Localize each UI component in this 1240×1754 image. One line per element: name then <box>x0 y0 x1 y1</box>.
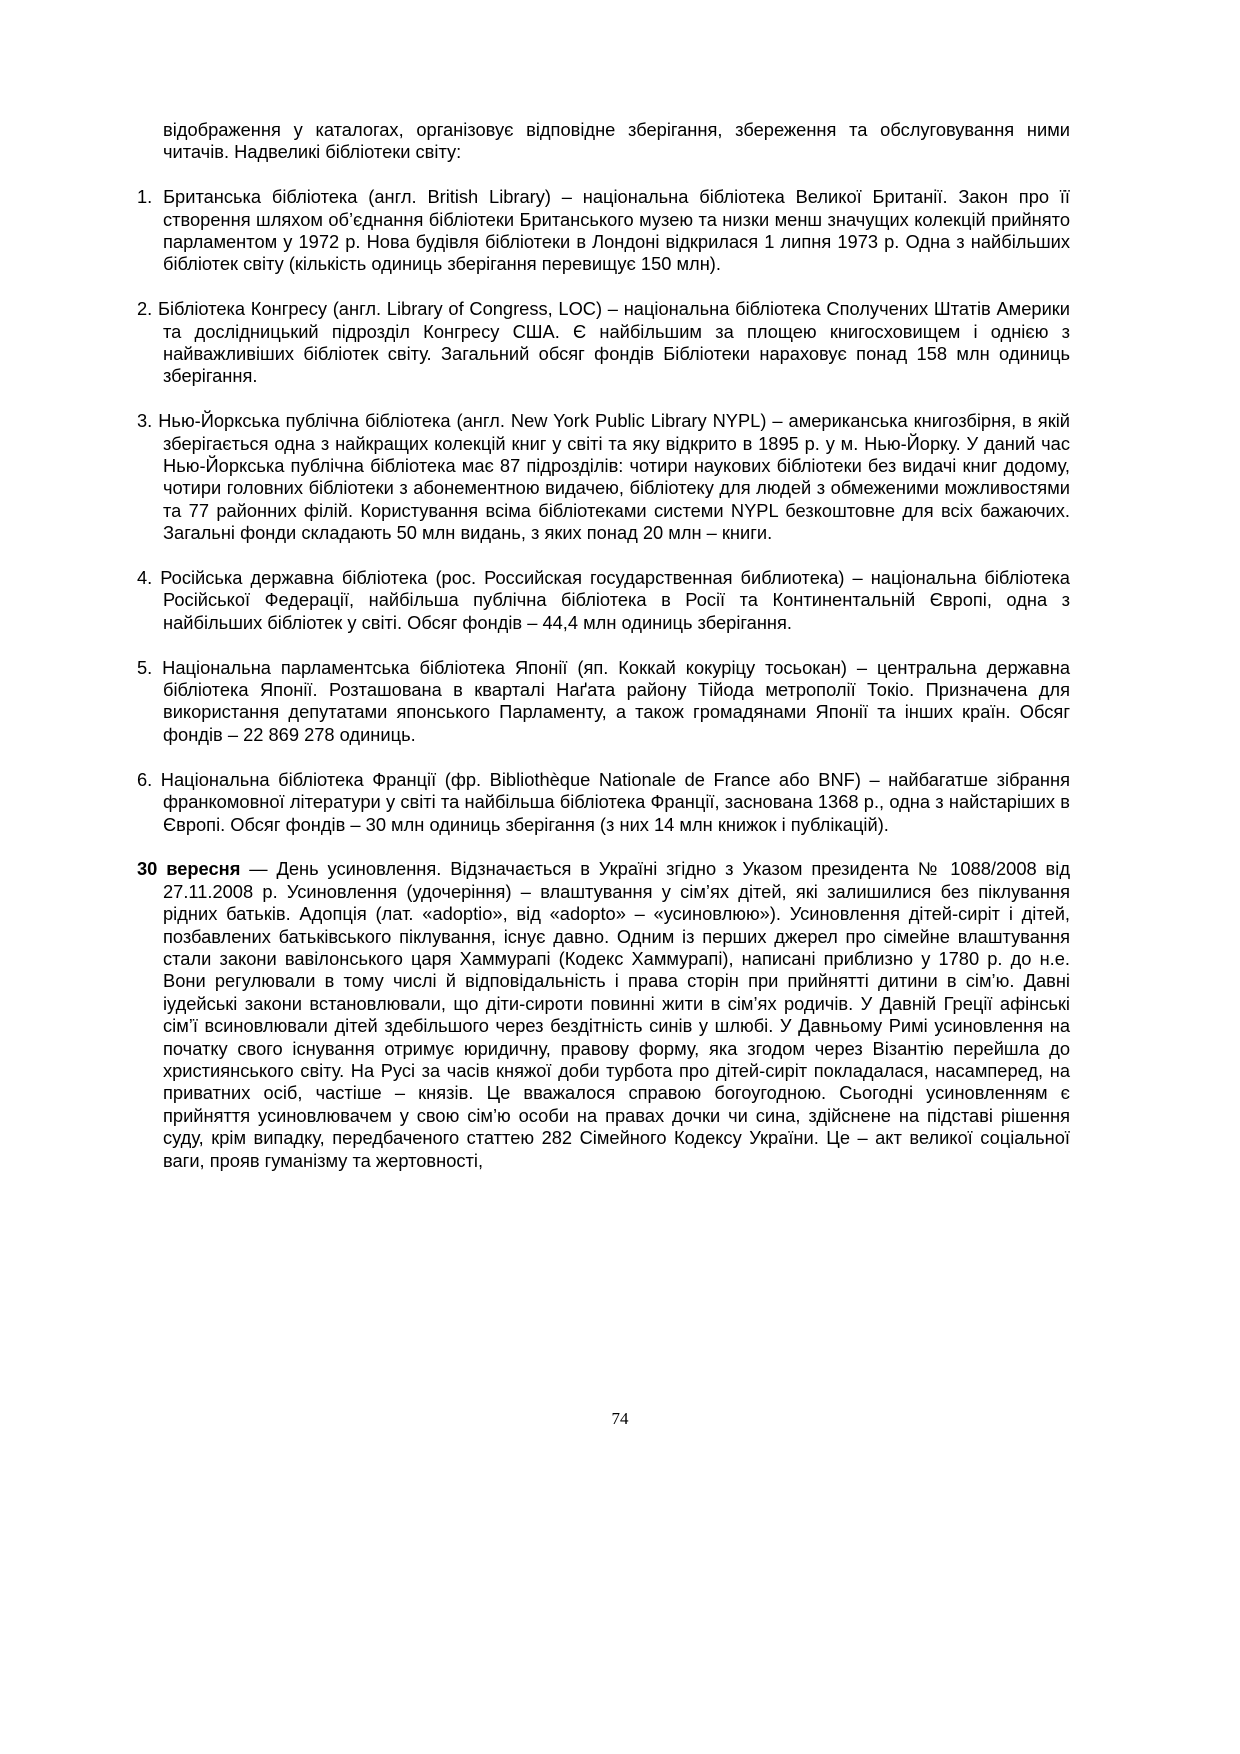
library-list-item-5 <box>137 657 1070 747</box>
page-number: 74 <box>611 1409 629 1428</box>
document-body <box>137 119 1070 1190</box>
list-item-text: Російська державна бібліотека (рос. Российская государственная библиотека) – національна бібліотека Російської Федерації, найбільша публічна бібліотека в Росії та Континентальній Європі, одна з найбільших бібліотек у світі. Обсяг фондів – 44,4 млн одиниць зберігання. <box>160 567 1070 633</box>
list-item-text: Національна бібліотека Франції (фр. Bibliothèque Nationale de France або BNF) – найбагатше зібрання франкомовної літератури у світі та найбільша бібліотека Франції, заснована 1368 р., одна з найстаріших в Європі. Обсяг фондів – 30 млн одиниць зберігання (з них 14 млн книжок і публікацій). <box>160 768 1070 835</box>
date-entry-date: 30 вересня <box>137 858 241 880</box>
library-list-item-4 <box>137 567 1070 634</box>
list-item-number: 4. <box>137 567 153 589</box>
library-list-item-3 <box>137 410 1070 544</box>
library-list-item-2 <box>137 298 1070 388</box>
list-item-text: Національна парламентська бібліотека Японії (яп. Коккай кокуріцу тосьокан) – центральна державна бібліотека Японії. Розташована в кварталі Наґата району Тійода метрополії Токіо. Призначена для використання депутатами японського Парламенту, а також громадянами Японії та інших країн. Обсяг фондів – 22 869 278 одиниць. <box>162 656 1070 745</box>
intro-paragraph: відображення у каталогах, організовує відповідне зберігання, збереження та обслуговування ними читачів. Надвеликі бібліотеки світу: <box>163 119 1070 163</box>
list-item-number: 6. <box>137 768 153 790</box>
library-list-item-1 <box>137 186 1070 276</box>
list-item-text: Нью-Йоркська публічна бібліотека (англ. New York Public Library NYPL) – американська книгозбірня, в якій зберігається одна з найкращих колекцій книг у світі та яку відкрито в 1895 р. у м. Нью-Йорку. У даний час Нью-Йоркська публічна бібліотека має 87 підрозділів: чотири наукових бібліотеки без видачі книг додому, чотири головних бібліотеки з абонементною видачею, бібліотеку для людей з обмеженими можливостями та 77 районних філій. Користування всіма бібліотеками системи NYPL безкоштовне для всіх бажаючих. Загальні фонди складають 50 млн видань, з яких понад 20 млн – книги. <box>158 410 1070 544</box>
list-item-number: 1. <box>137 186 153 208</box>
date-entry-text: — День усиновлення. Відзначається в Україні згідно з Указом президента № 1088/2008 від 27.11.2008 р. Усиновлення (удочеріння) – влаштування у сім’ях дітей, які залишилися без піклування рідних батьків. Адопція (лат. «adoptio», від «adopto» – «усиновлюю»). Усиновлення дітей-сиріт і дітей, позбавлених батьківського піклування, існує давно. Одним із перших джерел про сімейне влаштування стали закони вавілонського царя Хаммурапі (Кодекс Хаммурапі), написані приблизно у 1780 р. до н.е. Вони регулювали в тому числі й відповідальність і права сторін при прийнятті дитини в сім’ю. Давні іудейські закони встановлювали, що діти-сироти повинні жити в сім’ях родичів. У Давній Греції афінські сім’ї всиновлювали дітей здебільшого через бездітність синів у шлюбі. У Давньому Римі усиновлення на початку свого існування отримує юридичну, правову форму, яка згодом через Візантію перейшла до християнського світу. На Русі за часів княжої доби турбота про дітей-сиріт покладалася, насамперед, на приватних осіб, частіше – князів. Це вважалося справою богоугодною. Сьогодні усиновленням є прийняття усиновлювачем у свою сім’ю особи на правах дочки чи сина, здійснене на підставі рішення суду, крім випадку, передбаченого статтею 282 Сімейного Кодексу України. Це – акт великої соціальної ваги, прояв гуманізму та жертовності, <box>163 858 1070 1171</box>
library-list-item-6 <box>137 769 1070 836</box>
list-item-number: 2. <box>137 298 153 320</box>
list-item-text: Британська бібліотека (англ. British Library) – національна бібліотека Великої Британії. Закон про її створення шляхом об’єднання бібліотеки Британського музею та низки менш значущих колекцій прийнято парламентом у 1972 р. Нова будівля бібліотеки в Лондоні відкрилася 1 липня 1973 р. Одна з найбільших бібліотек світу (кількість одиниць зберігання перевищує 150 млн). <box>163 186 1070 275</box>
list-item-number: 3. <box>137 410 153 432</box>
date-entry-paragraph <box>137 858 1070 1172</box>
list-item-text: Бібліотека Конгресу (англ. Library of Congress, LOC) – національна бібліотека Сполучених Штатів Америки та дослідницький підрозділ Конгресу США. Є найбільшим за площею книгосховищем і однією з найважливіших бібліотек світу. Загальний обсяг фондів Бібліотеки нараховує понад 158 млн одиниць зберігання. <box>157 298 1070 387</box>
list-item-number: 5. <box>137 656 153 678</box>
